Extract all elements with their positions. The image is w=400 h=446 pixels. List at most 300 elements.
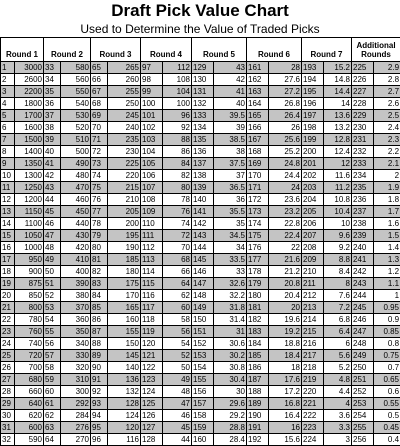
pick-number-cell: 73: [91, 158, 108, 170]
pick-number-cell: 26: [1, 362, 15, 374]
table-row: [1, 350, 400, 362]
pick-number-cell: 104: [141, 146, 163, 158]
pick-number-cell: 172: [247, 194, 269, 206]
pick-value-cell: 1100: [15, 218, 44, 230]
pick-value-cell: 28: [269, 62, 302, 74]
additional-rounds-header: Additional Rounds: [352, 38, 400, 62]
pick-value-cell: 1.1: [374, 278, 400, 290]
pick-value-cell: 8: [324, 278, 352, 290]
pick-value-cell: 50: [163, 362, 192, 374]
pick-value-cell: 620: [15, 410, 44, 422]
pick-number-cell: 183: [247, 326, 269, 338]
pick-value-cell: 3000: [15, 62, 44, 74]
pick-value-cell: 190: [108, 242, 141, 254]
pick-number-cell: 46: [44, 218, 61, 230]
pick-value-cell: 43: [214, 62, 247, 74]
pick-number-cell: 124: [141, 386, 163, 398]
pick-number-cell: 59: [44, 374, 61, 386]
pick-number-cell: 207: [302, 230, 324, 242]
pick-value-cell: 540: [61, 98, 91, 110]
pick-number-cell: 149: [192, 302, 214, 314]
pick-number-cell: 98: [141, 74, 163, 86]
pick-value-cell: 0.55: [374, 398, 400, 410]
pick-value-cell: 3: [324, 434, 352, 446]
table-row: [1, 158, 400, 170]
pick-number-cell: 177: [247, 254, 269, 266]
pick-number-cell: 202: [302, 170, 324, 182]
pick-value-cell: 380: [61, 290, 91, 302]
pick-value-cell: 16.4: [269, 410, 302, 422]
pick-value-cell: 60: [163, 302, 192, 314]
pick-value-cell: 460: [61, 194, 91, 206]
pick-number-cell: 71: [91, 134, 108, 146]
pick-value-cell: 32.6: [214, 278, 247, 290]
pick-number-cell: 193: [302, 62, 324, 74]
pick-value-cell: 370: [61, 302, 91, 314]
pick-value-cell: 640: [15, 398, 44, 410]
pick-value-cell: 64: [163, 278, 192, 290]
pick-value-cell: 1.9: [374, 182, 400, 194]
pick-number-cell: 138: [192, 170, 214, 182]
pick-number-cell: 23: [1, 326, 15, 338]
pick-value-cell: 82: [163, 170, 192, 182]
pick-value-cell: 220: [108, 170, 141, 182]
pick-number-cell: 60: [44, 386, 61, 398]
pick-number-cell: 221: [302, 398, 324, 410]
pick-value-cell: 430: [61, 230, 91, 242]
pick-value-cell: 11.2: [324, 182, 352, 194]
pick-number-cell: 199: [302, 134, 324, 146]
table-row: [1, 62, 400, 74]
pick-value-cell: 420: [61, 242, 91, 254]
pick-value-cell: 1.6: [374, 218, 400, 230]
pick-number-cell: 247: [352, 326, 374, 338]
pick-value-cell: 140: [108, 362, 141, 374]
pick-value-cell: 38: [214, 146, 247, 158]
pick-value-cell: 92: [163, 122, 192, 134]
pick-value-cell: 47: [163, 398, 192, 410]
pick-value-cell: 30.6: [214, 338, 247, 350]
table-row: [1, 386, 400, 398]
pick-number-cell: 158: [192, 410, 214, 422]
pick-number-cell: 117: [141, 302, 163, 314]
pick-number-cell: 44: [44, 194, 61, 206]
pick-value-cell: 1400: [15, 146, 44, 158]
pick-number-cell: 51: [44, 278, 61, 290]
pick-number-cell: 72: [91, 146, 108, 158]
pick-number-cell: 21: [1, 302, 15, 314]
pick-number-cell: 36: [44, 98, 61, 110]
pick-number-cell: 134: [192, 122, 214, 134]
pick-number-cell: 45: [44, 206, 61, 218]
draft-value-table: [0, 37, 400, 446]
pick-number-cell: 227: [352, 86, 374, 98]
pick-value-cell: 116: [108, 434, 141, 446]
pick-number-cell: 62: [44, 410, 61, 422]
pick-value-cell: 33: [214, 266, 247, 278]
pick-value-cell: 1150: [15, 206, 44, 218]
pick-number-cell: 137: [192, 158, 214, 170]
pick-number-cell: 88: [91, 338, 108, 350]
table-row: [1, 374, 400, 386]
table-body: [1, 38, 400, 446]
pick-number-cell: 68: [91, 98, 108, 110]
pick-number-cell: 108: [141, 194, 163, 206]
pick-number-cell: 140: [192, 194, 214, 206]
pick-value-cell: 23.2: [269, 206, 302, 218]
pick-number-cell: 11: [1, 182, 15, 194]
pick-number-cell: 132: [192, 98, 214, 110]
pick-number-cell: 205: [302, 206, 324, 218]
pick-number-cell: 93: [91, 398, 108, 410]
pick-number-cell: 206: [302, 218, 324, 230]
pick-value-cell: 28.4: [214, 434, 247, 446]
pick-number-cell: 125: [141, 398, 163, 410]
pick-number-cell: 39: [44, 134, 61, 146]
pick-value-cell: 80: [163, 182, 192, 194]
pick-number-cell: 19: [1, 278, 15, 290]
pick-number-cell: 230: [352, 122, 374, 134]
pick-value-cell: 16.8: [269, 398, 302, 410]
pick-number-cell: 20: [1, 290, 15, 302]
pick-value-cell: 22.4: [269, 230, 302, 242]
pick-number-cell: 101: [141, 110, 163, 122]
pick-number-cell: 16: [1, 242, 15, 254]
pick-number-cell: 194: [302, 74, 324, 86]
pick-number-cell: 8: [1, 146, 15, 158]
pick-value-cell: 0.75: [374, 350, 400, 362]
round-7-header: Round 7: [302, 38, 352, 62]
pick-value-cell: 470: [61, 182, 91, 194]
pick-value-cell: 520: [61, 122, 91, 134]
pick-number-cell: 252: [352, 386, 374, 398]
pick-number-cell: 30: [1, 410, 15, 422]
pick-number-cell: 210: [302, 266, 324, 278]
pick-number-cell: 136: [192, 146, 214, 158]
pick-value-cell: 35.5: [214, 206, 247, 218]
pick-number-cell: 251: [352, 374, 374, 386]
pick-value-cell: 235: [108, 134, 141, 146]
pick-value-cell: 112: [163, 62, 192, 74]
pick-number-cell: 106: [141, 170, 163, 182]
pick-number-cell: 226: [352, 74, 374, 86]
table-row: [1, 230, 400, 242]
pick-number-cell: 64: [44, 434, 61, 446]
pick-value-cell: 78: [163, 194, 192, 206]
pick-number-cell: 7: [1, 134, 15, 146]
pick-number-cell: 49: [44, 254, 61, 266]
pick-value-cell: 900: [15, 266, 44, 278]
pick-number-cell: 97: [141, 62, 163, 74]
pick-number-cell: 185: [247, 350, 269, 362]
pick-value-cell: 590: [15, 434, 44, 446]
pick-number-cell: 54: [44, 314, 61, 326]
pick-value-cell: 7.2: [324, 302, 352, 314]
pick-number-cell: 81: [91, 254, 108, 266]
pick-number-cell: 74: [91, 170, 108, 182]
pick-value-cell: 1600: [15, 122, 44, 134]
round-6-header: Round 6: [247, 38, 302, 62]
pick-number-cell: 86: [91, 314, 108, 326]
pick-value-cell: 180: [108, 266, 141, 278]
pick-number-cell: 222: [302, 410, 324, 422]
pick-value-cell: 320: [61, 362, 91, 374]
pick-number-cell: 224: [302, 434, 324, 446]
pick-value-cell: 27.6: [269, 74, 302, 86]
pick-number-cell: 94: [91, 410, 108, 422]
pick-number-cell: 215: [302, 326, 324, 338]
pick-value-cell: 780: [15, 314, 44, 326]
pick-number-cell: 232: [352, 146, 374, 158]
pick-value-cell: 48: [163, 386, 192, 398]
pick-number-cell: 143: [192, 230, 214, 242]
pick-number-cell: 18: [1, 266, 15, 278]
pick-value-cell: 480: [61, 170, 91, 182]
pick-value-cell: 30: [214, 386, 247, 398]
pick-number-cell: 85: [91, 302, 108, 314]
pick-value-cell: 26: [269, 122, 302, 134]
pick-number-cell: 67: [91, 86, 108, 98]
pick-value-cell: 31.4: [214, 314, 247, 326]
pick-value-cell: 440: [61, 218, 91, 230]
pick-number-cell: 219: [302, 374, 324, 386]
pick-number-cell: 212: [302, 290, 324, 302]
pick-number-cell: 245: [352, 302, 374, 314]
pick-value-cell: 2: [374, 170, 400, 182]
pick-number-cell: 155: [192, 374, 214, 386]
pick-value-cell: 23.6: [269, 194, 302, 206]
pick-value-cell: 2.5: [374, 110, 400, 122]
pick-number-cell: 96: [91, 434, 108, 446]
round-2-header: Round 2: [44, 38, 91, 62]
pick-value-cell: 215: [108, 182, 141, 194]
pick-value-cell: 0.4: [374, 434, 400, 446]
pick-number-cell: 162: [247, 74, 269, 86]
pick-value-cell: 850: [15, 290, 44, 302]
pick-value-cell: 2200: [15, 86, 44, 98]
pick-number-cell: 204: [302, 194, 324, 206]
pick-number-cell: 235: [352, 182, 374, 194]
pick-value-cell: 49: [163, 374, 192, 386]
pick-number-cell: 139: [192, 182, 214, 194]
pick-value-cell: 42: [214, 74, 247, 86]
pick-number-cell: 163: [247, 86, 269, 98]
pick-number-cell: 110: [141, 218, 163, 230]
pick-value-cell: 12.8: [324, 134, 352, 146]
pick-value-cell: 2.6: [374, 98, 400, 110]
pick-number-cell: 229: [352, 110, 374, 122]
pick-value-cell: 580: [61, 62, 91, 74]
pick-number-cell: 15: [1, 230, 15, 242]
pick-value-cell: 14: [324, 98, 352, 110]
pick-number-cell: 241: [352, 254, 374, 266]
pick-value-cell: 1500: [15, 134, 44, 146]
pick-number-cell: 145: [192, 254, 214, 266]
table-row: [1, 194, 400, 206]
pick-value-cell: 26.8: [269, 98, 302, 110]
pick-value-cell: 195: [108, 230, 141, 242]
pick-value-cell: 52: [163, 350, 192, 362]
pick-number-cell: 42: [44, 170, 61, 182]
pick-number-cell: 135: [192, 134, 214, 146]
pick-number-cell: 17: [1, 254, 15, 266]
round-3-header: Round 3: [91, 38, 141, 62]
pick-value-cell: 24: [269, 182, 302, 194]
pick-value-cell: 2.3: [374, 134, 400, 146]
pick-number-cell: 239: [352, 230, 374, 242]
pick-number-cell: 37: [44, 110, 61, 122]
pick-number-cell: 164: [247, 98, 269, 110]
pick-number-cell: 255: [352, 422, 374, 434]
table-row: [1, 278, 400, 290]
pick-value-cell: 70: [163, 242, 192, 254]
pick-number-cell: 236: [352, 194, 374, 206]
pick-value-cell: 760: [15, 326, 44, 338]
pick-number-cell: 161: [247, 62, 269, 74]
pick-number-cell: 150: [192, 314, 214, 326]
pick-value-cell: 155: [108, 326, 141, 338]
pick-number-cell: 107: [141, 182, 163, 194]
pick-number-cell: 157: [192, 398, 214, 410]
pick-number-cell: 70: [91, 122, 108, 134]
pick-value-cell: 360: [61, 314, 91, 326]
pick-number-cell: 57: [44, 350, 61, 362]
pick-number-cell: 254: [352, 410, 374, 422]
pick-number-cell: 61: [44, 398, 61, 410]
pick-number-cell: 115: [141, 278, 163, 290]
pick-number-cell: 76: [91, 194, 108, 206]
pick-number-cell: 56: [44, 338, 61, 350]
pick-value-cell: 120: [108, 422, 141, 434]
pick-value-cell: 800: [15, 302, 44, 314]
table-row: [1, 242, 400, 254]
pick-number-cell: 151: [192, 326, 214, 338]
pick-value-cell: 0.45: [374, 422, 400, 434]
pick-value-cell: 510: [61, 134, 91, 146]
pick-value-cell: 30.4: [214, 374, 247, 386]
pick-number-cell: 213: [302, 302, 324, 314]
pick-value-cell: 25.2: [269, 146, 302, 158]
pick-number-cell: 5: [1, 110, 15, 122]
pick-number-cell: 242: [352, 266, 374, 278]
pick-value-cell: 13.6: [324, 110, 352, 122]
pick-number-cell: 178: [247, 266, 269, 278]
pick-value-cell: 560: [61, 74, 91, 86]
pick-value-cell: 62: [163, 290, 192, 302]
pick-number-cell: 211: [302, 278, 324, 290]
pick-number-cell: 223: [302, 422, 324, 434]
pick-value-cell: 8.8: [324, 254, 352, 266]
pick-number-cell: 27: [1, 374, 15, 386]
pick-number-cell: 217: [302, 350, 324, 362]
pick-value-cell: 1.2: [374, 266, 400, 278]
pick-value-cell: 40: [214, 98, 247, 110]
pick-value-cell: 260: [108, 74, 141, 86]
pick-number-cell: 238: [352, 218, 374, 230]
pick-value-cell: 450: [61, 206, 91, 218]
pick-value-cell: 145: [108, 350, 141, 362]
pick-value-cell: 20.4: [269, 290, 302, 302]
table-row: [1, 290, 400, 302]
pick-value-cell: 45: [163, 422, 192, 434]
pick-value-cell: 4: [324, 398, 352, 410]
pick-number-cell: 113: [141, 254, 163, 266]
pick-value-cell: 12: [324, 158, 352, 170]
pick-value-cell: 660: [15, 386, 44, 398]
pick-value-cell: 15.6: [269, 434, 302, 446]
pick-value-cell: 100: [163, 98, 192, 110]
pick-value-cell: 276: [61, 422, 91, 434]
pick-value-cell: 24.8: [269, 158, 302, 170]
pick-number-cell: 32: [1, 434, 15, 446]
round-5-header: Round 5: [192, 38, 247, 62]
pick-number-cell: 141: [192, 206, 214, 218]
pick-value-cell: 21.2: [269, 266, 302, 278]
pick-number-cell: 216: [302, 338, 324, 350]
pick-value-cell: 600: [15, 422, 44, 434]
pick-number-cell: 58: [44, 362, 61, 374]
pick-value-cell: 1300: [15, 170, 44, 182]
pick-value-cell: 132: [108, 386, 141, 398]
pick-value-cell: 20.8: [269, 278, 302, 290]
pick-number-cell: 191: [247, 422, 269, 434]
pick-value-cell: 72: [163, 230, 192, 242]
pick-value-cell: 0.85: [374, 326, 400, 338]
pick-number-cell: 53: [44, 302, 61, 314]
pick-number-cell: 80: [91, 242, 108, 254]
pick-value-cell: 6.8: [324, 314, 352, 326]
pick-number-cell: 165: [247, 110, 269, 122]
pick-number-cell: 201: [302, 158, 324, 170]
pick-value-cell: 28.8: [214, 422, 247, 434]
pick-value-cell: 2600: [15, 74, 44, 86]
pick-value-cell: 68: [163, 254, 192, 266]
pick-value-cell: 46: [163, 410, 192, 422]
pick-value-cell: 34: [214, 242, 247, 254]
table-row: [1, 206, 400, 218]
pick-value-cell: 10: [324, 218, 352, 230]
table-row: [1, 170, 400, 182]
pick-value-cell: 37.5: [214, 158, 247, 170]
pick-number-cell: 50: [44, 266, 61, 278]
table-row: [1, 146, 400, 158]
pick-number-cell: 188: [247, 386, 269, 398]
pick-value-cell: 41: [214, 86, 247, 98]
pick-value-cell: 680: [15, 374, 44, 386]
pick-number-cell: 31: [1, 422, 15, 434]
pick-number-cell: 187: [247, 374, 269, 386]
pick-number-cell: 129: [192, 62, 214, 74]
pick-number-cell: 195: [302, 86, 324, 98]
pick-number-cell: 171: [247, 182, 269, 194]
pick-value-cell: 38.5: [214, 134, 247, 146]
pick-value-cell: 13.2: [324, 122, 352, 134]
table-row: [1, 410, 400, 422]
pick-value-cell: 185: [108, 254, 141, 266]
pick-number-cell: 179: [247, 278, 269, 290]
pick-value-cell: 350: [61, 326, 91, 338]
pick-value-cell: 86: [163, 146, 192, 158]
pick-number-cell: 243: [352, 278, 374, 290]
pick-number-cell: 9: [1, 158, 15, 170]
pick-value-cell: 18.8: [269, 338, 302, 350]
pick-number-cell: 168: [247, 146, 269, 158]
pick-value-cell: 44: [163, 434, 192, 446]
pick-number-cell: 13: [1, 206, 15, 218]
pick-value-cell: 18.4: [269, 350, 302, 362]
pick-value-cell: 2.1: [374, 158, 400, 170]
pick-value-cell: 66: [163, 266, 192, 278]
